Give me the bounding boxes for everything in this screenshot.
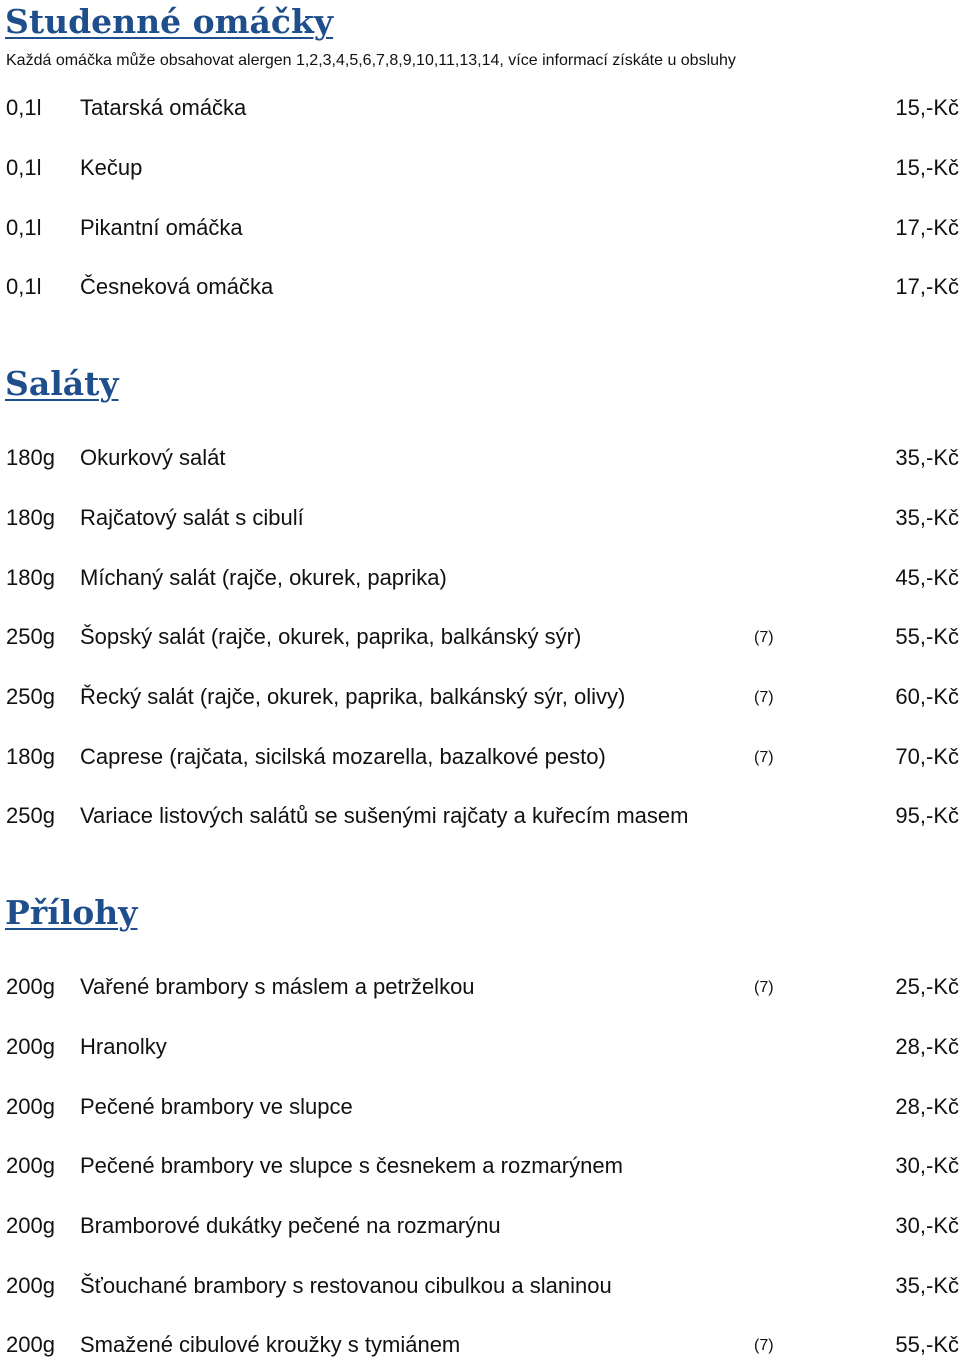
item-name: Caprese (rajčata, sicilská mozarella, bazalkové pesto) — [80, 744, 606, 769]
item-name: Kečup — [80, 155, 143, 180]
menu-item-row — [0, 1090, 960, 1124]
menu-item-row — [0, 561, 960, 595]
menu-item-row — [0, 970, 960, 1004]
item-quantity: 180g — [6, 565, 55, 590]
menu-item-row — [0, 441, 960, 475]
item-allergen: (7) — [754, 979, 774, 996]
item-price: 17,-Kč — [895, 215, 959, 240]
item-name: Bramborové dukátky pečené na rozmarýnu — [80, 1213, 501, 1238]
allergen-note: Každá omáčka může obsahovat alergen 1,2,3,4,5,6,7,8,9,10,11,13,14, více informací získáte u obsluhy — [6, 52, 736, 69]
item-price: 28,-Kč — [895, 1094, 959, 1119]
item-quantity: 250g — [6, 624, 55, 649]
item-name: Vařené brambory s máslem a petrželkou — [80, 974, 475, 999]
item-price: 95,-Kč — [895, 803, 959, 828]
item-price: 30,-Kč — [895, 1213, 959, 1238]
item-name: Okurkový salát — [80, 445, 226, 470]
item-price: 60,-Kč — [895, 684, 959, 709]
item-allergen: (7) — [754, 1337, 774, 1354]
item-quantity: 200g — [6, 1034, 55, 1059]
menu-item-row — [0, 1209, 960, 1243]
item-price: 17,-Kč — [895, 274, 959, 299]
section-title-side-dishes: Přílohy — [5, 893, 138, 932]
item-price: 35,-Kč — [895, 505, 959, 530]
item-quantity: 200g — [6, 1153, 55, 1178]
item-quantity: 180g — [6, 744, 55, 769]
item-name: Rajčatový salát s cibulí — [80, 505, 304, 530]
item-quantity: 200g — [6, 1094, 55, 1119]
item-price: 15,-Kč — [895, 155, 959, 180]
menu-item-row — [0, 501, 960, 535]
item-price: 28,-Kč — [895, 1034, 959, 1059]
section-title-salads: Saláty — [5, 364, 119, 403]
menu-item-row — [0, 151, 960, 185]
menu-item-row — [0, 680, 960, 714]
menu-item-row — [0, 1030, 960, 1064]
item-allergen: (7) — [754, 689, 774, 706]
menu-item-row — [0, 1269, 960, 1303]
item-quantity: 0,1l — [6, 274, 42, 299]
menu-item-row — [0, 1149, 960, 1183]
item-price: 55,-Kč — [895, 1332, 959, 1357]
item-name: Pečené brambory ve slupce s česnekem a rozmarýnem — [80, 1153, 623, 1178]
menu-item-row — [0, 270, 960, 304]
item-name: Pikantní omáčka — [80, 215, 243, 240]
item-quantity: 180g — [6, 445, 55, 470]
item-name: Šťouchané brambory s restovanou cibulkou a slaninou — [80, 1273, 612, 1298]
item-quantity: 200g — [6, 1332, 55, 1357]
item-quantity: 250g — [6, 684, 55, 709]
menu-item-row — [0, 799, 960, 833]
item-price: 45,-Kč — [895, 565, 959, 590]
item-price: 55,-Kč — [895, 624, 959, 649]
item-name: Tatarská omáčka — [80, 95, 247, 120]
menu-item-row — [0, 620, 960, 654]
item-price: 35,-Kč — [895, 445, 959, 470]
item-price: 25,-Kč — [895, 974, 959, 999]
item-name: Řecký salát (rajče, okurek, paprika, balkánský sýr, olivy) — [80, 684, 626, 709]
item-quantity: 0,1l — [6, 95, 42, 120]
item-name: Pečené brambory ve slupce — [80, 1094, 353, 1119]
item-name: Variace listových salátů se sušenými rajčaty a kuřecím masem — [80, 803, 689, 828]
item-quantity: 250g — [6, 803, 55, 828]
item-price: 15,-Kč — [895, 95, 959, 120]
menu-item-row — [0, 1328, 960, 1362]
item-quantity: 180g — [6, 505, 55, 530]
item-name: Míchaný salát (rajče, okurek, paprika) — [80, 565, 447, 590]
item-quantity: 200g — [6, 1213, 55, 1238]
item-quantity: 0,1l — [6, 155, 42, 180]
item-name: Šopský salát (rajče, okurek, paprika, balkánský sýr) — [80, 624, 582, 649]
item-price: 70,-Kč — [895, 744, 959, 769]
menu-item-row — [0, 91, 960, 125]
item-name: Česneková omáčka — [80, 274, 274, 299]
item-quantity: 0,1l — [6, 215, 42, 240]
section-title-cold-sauces: Studenné omáčky — [5, 2, 334, 41]
item-allergen: (7) — [754, 749, 774, 766]
item-quantity: 200g — [6, 1273, 55, 1298]
item-name: Smažené cibulové kroužky s tymiánem — [80, 1332, 461, 1357]
item-price: 35,-Kč — [895, 1273, 959, 1298]
menu-item-row — [0, 211, 960, 245]
item-price: 30,-Kč — [895, 1153, 959, 1178]
menu-item-row — [0, 740, 960, 774]
item-quantity: 200g — [6, 974, 55, 999]
item-name: Hranolky — [80, 1034, 167, 1059]
item-allergen: (7) — [754, 629, 774, 646]
